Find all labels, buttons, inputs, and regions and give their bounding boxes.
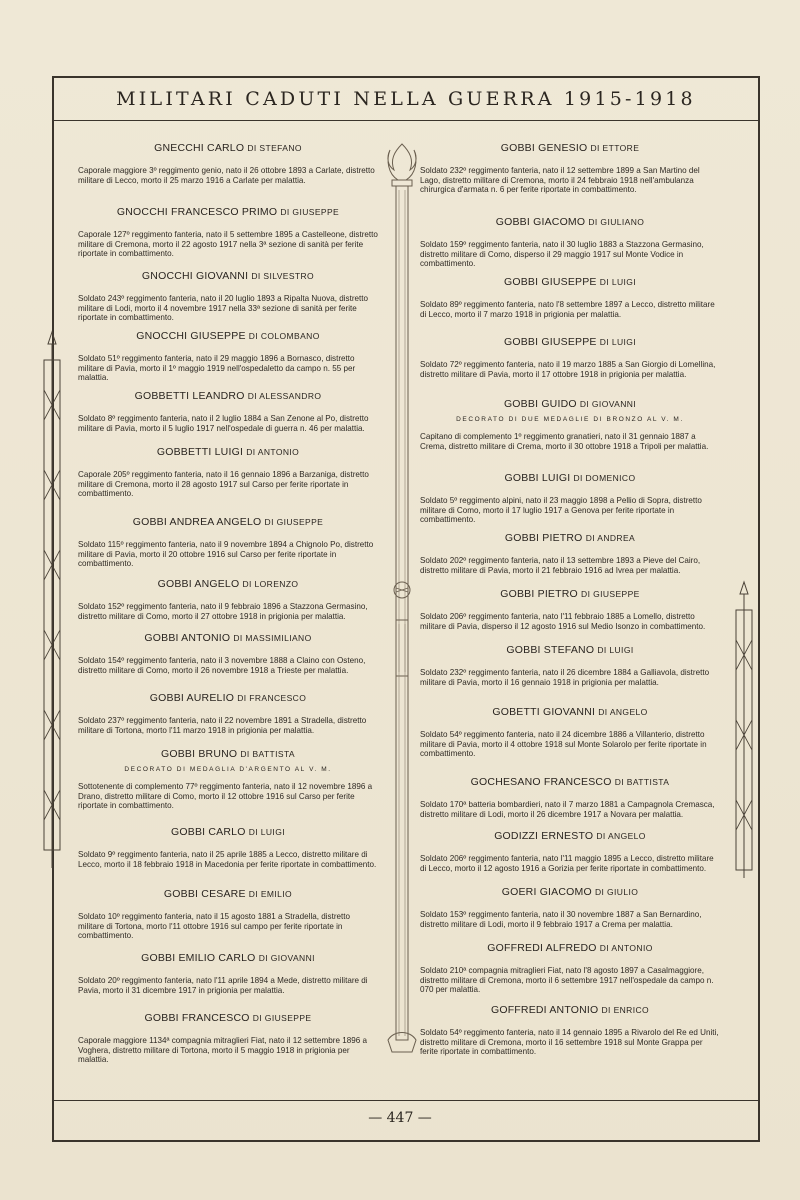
entry-text: Soldato 115º reggimento fanteria, nato il 9 novembre 1894 a Chignolo Po, distretto militare di Pavia, morto il 20 ottobre 1916 sul Carso per ferite riportate in combattimento.: [78, 540, 374, 569]
entry-name: GOBBI ANTONIO DI MASSIMILIANO: [144, 632, 312, 644]
entry: [420, 532, 720, 575]
page-title: MILITARI CADUTI NELLA GUERRA 1915-1918: [116, 88, 696, 110]
entry-name: GOBBI AURELIO DI FRANCESCO: [149, 692, 307, 704]
entry-name: GOBBI BRUNO DI BATTISTA: [160, 748, 296, 760]
entry-name: GOFFREDI ANTONIO DI ENRICO: [490, 1004, 650, 1016]
entry-text: Soldato 243º reggimento fanteria, nato il 20 luglio 1893 a Ripalta Nuova, distretto militare di Lodi, morto il 4 novembre 1917 nella 33ª sezione di sanità per ferite riportate in combattimento.: [78, 294, 369, 323]
entry-name: GOBBI EMILIO CARLO DI GIOVANNI: [141, 952, 315, 964]
entry: [420, 830, 720, 873]
entry: [420, 644, 720, 687]
entry-name: GNOCCHI GIOVANNI DI SILVESTRO: [141, 270, 315, 282]
entry-text: Soldato 237º reggimento fanteria, nato il 22 novembre 1891 a Stradella, distretto militare di Tortona, morto l'11 marzo 1918 in prigionia per malattia.: [78, 716, 367, 735]
entry-text: Sottotenente di complemento 77º reggimento fanteria, nato il 12 novembre 1896 a Drano, distretto militare di Como, morto il 12 ottobre 1916 sul Carso per ferite riportate in combattimento.: [78, 782, 373, 811]
entry-text: Caporale 127º reggimento fanteria, nato il 5 settembre 1895 a Castelleone, distretto militare di Cremona, morto il 22 agosto 1917 nella 3ª sezione di sanità per ferite riportate in combattimento.: [78, 230, 378, 259]
entry-text: Soldato 54º reggimento fanteria, nato il 24 dicembre 1886 a Villanterio, distretto militare di Pavia, morto il 4 ottobre 1918 sul Monte Solarolo per ferite riportate in combattimento.: [420, 730, 707, 759]
entry-name: GNOCCHI FRANCESCO PRIMO DI GIUSEPPE: [116, 206, 340, 218]
entry-name: GOBBI FRANCESCO DI GIUSEPPE: [144, 1012, 312, 1024]
entry-text: Soldato 170ª batteria bombardieri, nato il 7 marzo 1881 a Campagnola Cremasca, distretto militare di Lodi, morto il 26 dicembre 1917 a Novara per malattia.: [420, 800, 715, 819]
entry: [78, 270, 378, 323]
central-pillar-ornament: [384, 140, 420, 1060]
entry-text: Soldato 206º reggimento fanteria, nato l'11 febbraio 1885 a Lomello, distretto militare di Pavia, disperso il 12 agosto 1916 sul Medio Isonzo in combattimento.: [420, 612, 706, 631]
entry-text: Soldato 9º reggimento fanteria, nato il 25 aprile 1885 a Lecco, distretto militare di Lecco, morto il 18 febbraio 1918 in Macedonia per ferite riportate in combattimento.: [78, 850, 377, 869]
entry-text: Soldato 51º reggimento fanteria, nato il 29 maggio 1896 a Bornasco, distretto militare di Pavia, morto il 1º maggio 1919 nell'ospedaletto da campo n. 55 per malattia.: [78, 354, 356, 383]
entry: [420, 276, 720, 319]
entry: [78, 632, 378, 675]
entry-text: Soldato 206º reggimento fanteria, nato l'11 maggio 1895 a Lecco, distretto militare di Lecco, morto il 12 agosto 1916 a Gorizia per ferite riportate in combattimento.: [420, 854, 714, 873]
entry-name: GOBBI ANDREA ANGELO DI GIUSEPPE: [132, 516, 324, 528]
entry-decoration: DECORATO DI DUE MEDAGLIE DI BRONZO AL V. M.: [456, 416, 684, 423]
entry: [420, 1004, 720, 1057]
entry-name: GOBBI PIETRO DI GIUSEPPE: [500, 588, 640, 600]
right-fasces-ornament: [730, 580, 758, 880]
entry-name: GOBBI GENESIO DI ETTORE: [500, 142, 640, 154]
left-fasces-ornament: [38, 330, 66, 870]
entry-name: GOBBI GIUSEPPE DI LUIGI: [503, 276, 637, 288]
entry: [78, 578, 378, 621]
entry: [420, 216, 720, 269]
entry: [420, 398, 720, 451]
entry-text: Caporale 205º reggimento fanteria, nato il 16 gennaio 1896 a Barzaniga, distretto militare di Cremona, morto il 28 agosto 1917 sul Carso per ferite riportate in combattimento.: [78, 470, 369, 499]
entry-text: Soldato 153º reggimento fanteria, nato il 30 novembre 1887 a San Bernardino, distretto militare di Lodi, morto il 9 febbraio 1917 a Crema per malattia.: [420, 910, 702, 929]
header-rule: [52, 120, 760, 121]
entry-name: GNECCHI CARLO DI STEFANO: [154, 142, 302, 154]
entry: [78, 1012, 378, 1065]
entry: [78, 692, 378, 735]
entry-text: Soldato 232º reggimento fanteria, nato il 26 dicembre 1884 a Galliavola, distretto militare di Pavia, morto il 16 gennaio 1918 in prigionia per malattia.: [420, 668, 710, 687]
page-number: — 447 —: [368, 1110, 432, 1126]
entry: [78, 748, 378, 811]
entry-text: Caporale maggiore 3º reggimento genio, nato il 26 ottobre 1893 a Carlate, distretto militare di Lecco, morto il 25 marzo 1916 a Carlate per malattia.: [78, 166, 375, 185]
entry: [78, 142, 378, 185]
footer-rule: [52, 1100, 760, 1101]
entry-name: GOBETTI GIOVANNI DI ANGELO: [492, 706, 648, 718]
entry: [78, 390, 378, 433]
entry-text: Soldato 154º reggimento fanteria, nato il 3 novembre 1888 a Claino con Osteno, distretto militare di Como, morto il 26 novembre 1918 a Trieste per malattia.: [78, 656, 366, 675]
entry-name: GOBBI ANGELO DI LORENZO: [157, 578, 299, 590]
entry-text: Soldato 5º reggimento alpini, nato il 23 maggio 1898 a Pellio di Sopra, distretto militare di Como, morto il 17 luglio 1917 a Genova per ferite riportate in combattimento.: [420, 496, 702, 525]
entry-name: GOCHESANO FRANCESCO DI BATTISTA: [470, 776, 670, 788]
entry-text: Soldato 54º reggimento fanteria, nato il 14 gennaio 1895 a Rivarolo del Re ed Uniti, distretto militare di Cremona, morto il 16 settembre 1918 sul Monte Grappa per ferite riportate in combattimento.: [420, 1028, 719, 1057]
entry-text: Soldato 20º reggimento fanteria, nato l'11 aprile 1894 a Mede, distretto militare di Pavia, morto il 31 dicembre 1917 in prigionia per malattia.: [78, 976, 368, 995]
entry-text: Soldato 210ª compagnia mitraglieri Fiat, nato l'8 agosto 1897 a Casalmaggiore, distretto militare di Cremona, morto il 6 settembre 1917 nell'ospedale da campo n. 070 per malattia.: [420, 966, 714, 995]
entry-name: GOBBI CARLO DI LUIGI: [171, 826, 285, 838]
entry-name: GOBBI STEFANO DI LUIGI: [506, 644, 634, 656]
entry-name: GOBBI GIACOMO DI GIULIANO: [495, 216, 645, 228]
entry: [420, 776, 720, 819]
entry: [78, 446, 378, 499]
entry: [78, 888, 378, 941]
entry-text: Soldato 72º reggimento fanteria, nato il 19 marzo 1885 a San Giorgio di Lomellina, distretto militare di Pavia, morto il 17 ottobre 1918 in prigionia per malattia.: [420, 360, 716, 379]
entry: [420, 336, 720, 379]
entry-text: Soldato 202º reggimento fanteria, nato il 13 settembre 1893 a Pieve del Cairo, distretto militare di Pavia, morto il 21 febbraio 1916 ad Ivrea per malattia.: [420, 556, 701, 575]
entry: [420, 588, 720, 631]
entry-text: Capitano di complemento 1º reggimento granatieri, nato il 31 gennaio 1887 a Crema, distretto militare di Crema, morto il 30 ottobre 1918 a Tripoli per malattia.: [420, 432, 709, 451]
entry: [78, 826, 378, 869]
entry-name: GOBBI GUIDO DI GIOVANNI: [503, 398, 637, 410]
entry: [78, 952, 378, 995]
entry-text: Soldato 232º reggimento fanteria, nato il 12 settembre 1899 a San Martino del Lago, distretto militare di Cremona, morto il 24 febbraio 1918 nell'ambulanza chirurgica d'armata n. 6 per ferite riportate in combattimento.: [420, 166, 700, 195]
entry-name: GOERI GIACOMO DI GIULIO: [501, 886, 639, 898]
entry: [420, 886, 720, 929]
entry-name: GNOCCHI GIUSEPPE DI COLOMBANO: [136, 330, 320, 342]
entry-name: GOBBI PIETRO DI ANDREA: [504, 532, 636, 544]
entry: [78, 206, 378, 259]
entry-decoration: DECORATO DI MEDAGLIA D'ARGENTO AL V. M.: [124, 766, 332, 773]
entry-name: GODIZZI ERNESTO DI ANGELO: [494, 830, 646, 842]
entry-name: GOBBI GIUSEPPE DI LUIGI: [503, 336, 637, 348]
entry: [420, 472, 720, 525]
entry: [78, 330, 378, 383]
entry: [78, 516, 378, 569]
entry-name: GOBBI LUIGI DI DOMENICO: [504, 472, 636, 484]
entry-text: Soldato 159º reggimento fanteria, nato il 30 luglio 1883 a Stazzona Germasino, distretto militare di Como, disperso il 29 maggio 1917 sul Monte Vodice in combattimento.: [420, 240, 704, 269]
entry-name: GOFFREDI ALFREDO DI ANTONIO: [487, 942, 653, 954]
entry: [420, 942, 720, 995]
entry-text: Soldato 89º reggimento fanteria, nato l'8 settembre 1897 a Lecco, distretto militare di Lecco, morto il 7 marzo 1918 in prigionia per malattia.: [420, 300, 715, 319]
entry: [420, 142, 720, 195]
entry-name: GOBBETTI LEANDRO DI ALESSANDRO: [134, 390, 322, 402]
entry-name: GOBBI CESARE DI EMILIO: [163, 888, 293, 900]
entry-name: GOBBETTI LUIGI DI ANTONIO: [156, 446, 300, 458]
entry-text: Caporale maggiore 1134ª compagnia mitraglieri Fiat, nato il 12 settembre 1896 a Voghera, distretto militare di Tortona, morto il 5 maggio 1918 in prigionia per malattia.: [78, 1036, 367, 1065]
entry: [420, 706, 720, 759]
entry-text: Soldato 10º reggimento fanteria, nato il 15 agosto 1881 a Stradella, distretto militare di Tortona, morto l'11 ottobre 1916 sul campo per ferite riportate in combattimento.: [78, 912, 351, 941]
entry-text: Soldato 8º reggimento fanteria, nato il 2 luglio 1884 a San Zenone al Po, distretto militare di Pavia, morto il 5 luglio 1917 nell'ospedale di guerra n. 46 per malattia.: [78, 414, 369, 433]
entry-text: Soldato 152º reggimento fanteria, nato il 9 febbraio 1896 a Stazzona Germasino, distretto militare di Como, morto il 27 ottobre 1918 in prigionia per malattia.: [78, 602, 368, 621]
